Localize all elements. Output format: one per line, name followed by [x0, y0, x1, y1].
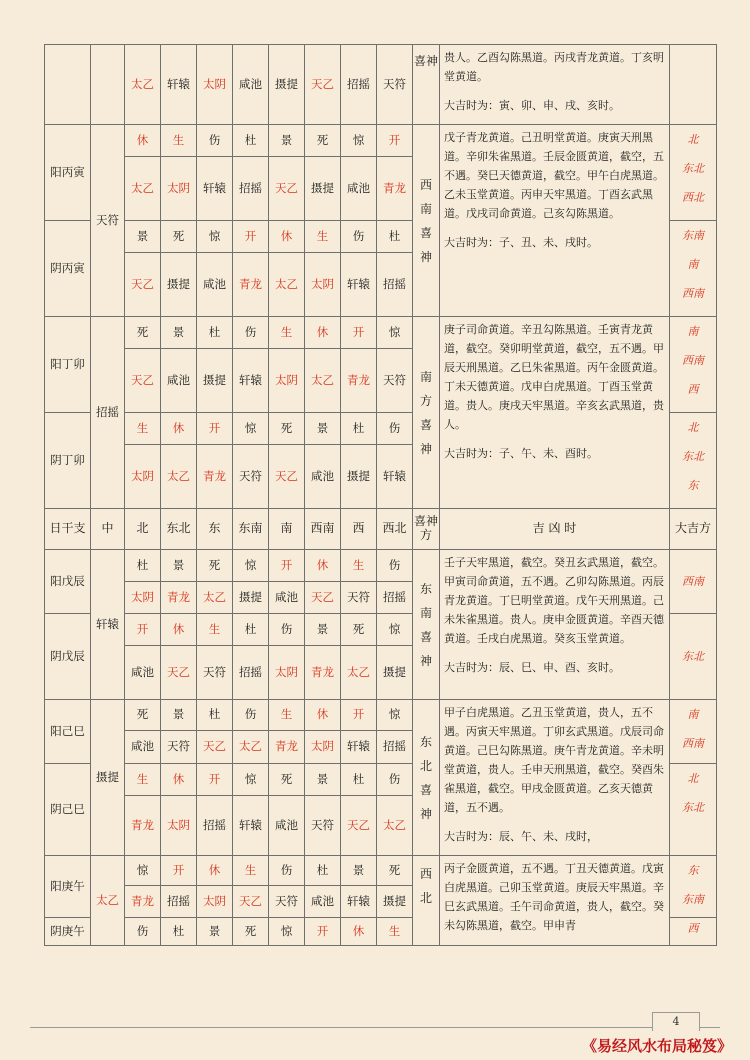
table-cell: 太阴 — [269, 349, 305, 413]
table-cell: 死 — [305, 125, 341, 157]
table-cell: 青龙 — [233, 253, 269, 317]
direction-label: 西南 — [682, 354, 704, 367]
table-cell: 天乙 — [233, 886, 269, 918]
table-cell: 景 — [305, 614, 341, 646]
table-cell: 开 — [197, 764, 233, 796]
table-cell: 死 — [233, 918, 269, 946]
table-cell: 太乙 — [161, 445, 197, 509]
table-cell: 休 — [161, 614, 197, 646]
column-header: 北 — [125, 509, 161, 550]
table-cell: 伤 — [269, 856, 305, 886]
table-cell: 死 — [341, 614, 377, 646]
xishen-char: 喜 — [419, 782, 432, 797]
table-cell: 杜 — [161, 918, 197, 946]
xishen-char: 北 — [419, 891, 432, 905]
direction-label: 东南 — [682, 893, 704, 906]
book-title: 《易经风水布局秘笈》 — [581, 1037, 732, 1055]
direction-label: 南 — [687, 325, 699, 338]
table-cell: 杜 — [233, 125, 269, 157]
direction-label: 东北 — [682, 450, 704, 463]
table-cell: 咸池 — [341, 157, 377, 221]
table-cell: 招摇 — [377, 582, 413, 614]
table-cell: 招摇 — [377, 731, 413, 764]
table-cell: 生 — [197, 614, 233, 646]
table-cell: 咸池 — [125, 731, 161, 764]
table-cell: 天乙 — [161, 646, 197, 700]
direction-label: 东 — [687, 479, 699, 492]
table-cell: 轩辕 — [377, 445, 413, 509]
xishen-char: 南 — [419, 605, 432, 620]
daji-hours: 大吉时为：子、午、未、酉时。 — [444, 447, 598, 460]
column-header: 西 — [341, 509, 377, 550]
table-cell: 景 — [305, 764, 341, 796]
table-cell: 杜 — [233, 614, 269, 646]
table-cell: 开 — [197, 413, 233, 445]
table-cell: 生 — [269, 700, 305, 731]
table-cell: 死 — [161, 221, 197, 253]
column-header: 东北 — [161, 509, 197, 550]
table-cell: 死 — [377, 856, 413, 886]
table-cell: 生 — [377, 918, 413, 946]
xishen-char: 神 — [419, 441, 432, 456]
table-cell: 天乙 — [269, 157, 305, 221]
daji-direction — [670, 918, 717, 946]
zhong-cell: 天符 — [91, 125, 125, 317]
table-cell: 开 — [341, 700, 377, 731]
table-cell: 招摇 — [233, 646, 269, 700]
xishen-char: 西 — [419, 867, 432, 881]
daji-direction — [670, 125, 717, 221]
xishen-char: 北 — [419, 758, 432, 773]
table-cell: 杜 — [197, 317, 233, 349]
table-cell: 伤 — [125, 918, 161, 946]
table-cell: 杜 — [197, 700, 233, 731]
xishen-cell — [413, 550, 440, 700]
xishen-char: 喜 — [419, 225, 432, 240]
table-cell: 青龙 — [125, 886, 161, 918]
table-cell: 咸池 — [161, 349, 197, 413]
daji-direction — [670, 550, 717, 614]
table-cell: 太阴 — [305, 731, 341, 764]
table-cell: 天符 — [161, 731, 197, 764]
table-cell: 死 — [125, 317, 161, 349]
column-header: 西北 — [377, 509, 413, 550]
table-cell: 招摇 — [341, 45, 377, 125]
jixiong-text: 戊子青龙黄道。己丑明堂黄道。庚寅天刑黑道。辛卯朱雀黑道。壬辰金匮黄道，截空，五不遇。癸巳天德黄道，截空。甲午白虎黑道。乙未玉堂黄道。丙申天牢黑道。丁酉玄武黑道。戊戌司命黄道。己亥勾陈黑道。 — [444, 131, 664, 220]
table-cell: 休 — [305, 317, 341, 349]
xishen-char: 南 — [419, 369, 432, 384]
zhong-cell: 招摇 — [91, 317, 125, 509]
table-cell: 天符 — [341, 582, 377, 614]
table-cell: 惊 — [233, 764, 269, 796]
jixiong-cell — [440, 856, 670, 946]
zhong-cell: 太乙 — [91, 856, 125, 946]
xishen-cell — [413, 317, 440, 509]
table-cell: 轩辕 — [161, 45, 197, 125]
direction-label: 西 — [687, 922, 699, 935]
table-cell: 太阴 — [125, 445, 161, 509]
table-cell: 天符 — [377, 349, 413, 413]
table-cell: 轩辕 — [233, 349, 269, 413]
table-cell: 咸池 — [125, 646, 161, 700]
table-cell: 青龙 — [377, 157, 413, 221]
daji-hours: 大吉时为：辰、午、未、戌时， — [444, 830, 598, 843]
column-header: 大吉方 — [670, 509, 717, 550]
table-cell: 太阴 — [125, 582, 161, 614]
zhong-cell: 摄提 — [91, 700, 125, 856]
table-cell: 太阴 — [269, 646, 305, 700]
table-cell: 惊 — [233, 413, 269, 445]
table-cell: 天乙 — [269, 445, 305, 509]
xishen-cell — [413, 856, 440, 946]
table-cell: 青龙 — [269, 731, 305, 764]
table-cell: 咸池 — [269, 796, 305, 856]
table-cell: 生 — [341, 550, 377, 582]
footer-rule — [30, 1027, 720, 1028]
xishen-char: 方 — [419, 393, 432, 408]
table-cell: 伤 — [377, 764, 413, 796]
table-cell: 咸池 — [305, 445, 341, 509]
column-header: 东南 — [233, 509, 269, 550]
table-cell: 惊 — [377, 700, 413, 731]
table-cell: 摄提 — [341, 445, 377, 509]
table-cell: 惊 — [377, 317, 413, 349]
table-cell: 太阴 — [197, 45, 233, 125]
column-header: 南 — [269, 509, 305, 550]
daji-direction — [670, 856, 717, 918]
table-row — [45, 700, 717, 731]
table-cell: 休 — [305, 550, 341, 582]
page-number: 4 — [652, 1012, 700, 1031]
direction-label: 东 — [687, 864, 699, 877]
daji-direction — [670, 764, 717, 856]
table-cell: 死 — [125, 700, 161, 731]
table-cell: 咸池 — [305, 886, 341, 918]
table-cell: 休 — [125, 125, 161, 157]
table-cell: 轩辕 — [341, 253, 377, 317]
table-cell: 开 — [161, 856, 197, 886]
daji-direction — [670, 614, 717, 700]
table-cell: 摄提 — [197, 349, 233, 413]
table-cell: 伤 — [233, 317, 269, 349]
day-name: 阳丁卯 — [45, 317, 91, 413]
column-header: 西南 — [305, 509, 341, 550]
table-cell: 青龙 — [125, 796, 161, 856]
table-cell: 伤 — [233, 700, 269, 731]
zhong-cell: 轩辕 — [91, 550, 125, 700]
table-cell — [670, 45, 717, 125]
table-cell: 开 — [341, 317, 377, 349]
day-name: 阳戊辰 — [45, 550, 91, 614]
table-cell: 景 — [269, 125, 305, 157]
xishen-cell: 喜神 — [413, 45, 440, 125]
column-header: 中 — [91, 509, 125, 550]
table-cell: 天符 — [377, 45, 413, 125]
jixiong-cell — [440, 45, 670, 125]
jixiong-cell — [440, 317, 670, 509]
column-header: 喜神方 — [413, 509, 440, 550]
table-cell: 太乙 — [269, 253, 305, 317]
table-cell: 摄提 — [377, 886, 413, 918]
table-cell: 开 — [305, 918, 341, 946]
direction-label: 西南 — [682, 287, 704, 300]
table-cell: 休 — [197, 856, 233, 886]
table-cell: 咸池 — [233, 45, 269, 125]
table-cell: 景 — [161, 550, 197, 582]
table-cell: 招摇 — [161, 886, 197, 918]
column-header: 吉 凶 时 — [440, 509, 670, 550]
table-cell: 惊 — [233, 550, 269, 582]
table-cell: 太乙 — [125, 157, 161, 221]
jixiong-text: 甲子白虎黑道。乙丑玉堂黄道，贵人，五不遇。丙寅天牢黑道。丁卯玄武黑道。戊辰司命黄道。己巳勾陈黑道。庚午青龙黄道。辛未明堂黄道，贵人。壬申天刑黑道，截空。癸酉朱雀黑道，截空。甲戌金匮黄道。乙亥天德黄道，五不遇。 — [444, 706, 664, 814]
table-cell: 天符 — [197, 646, 233, 700]
xishen-char: 东 — [419, 734, 432, 749]
table-cell — [91, 45, 125, 125]
table-cell: 休 — [305, 700, 341, 731]
table-row — [45, 125, 717, 157]
day-name: 阳庚午 — [45, 856, 91, 918]
table-cell: 青龙 — [197, 445, 233, 509]
column-header: 日干支 — [45, 509, 91, 550]
xishen-cell — [413, 125, 440, 317]
day-name: 阴己巳 — [45, 764, 91, 856]
table-cell: 轩辕 — [197, 157, 233, 221]
direction-label: 西南 — [682, 575, 704, 588]
table-cell: 死 — [269, 764, 305, 796]
table-cell: 伤 — [197, 125, 233, 157]
table-cell: 轩辕 — [341, 731, 377, 764]
table-cell: 天乙 — [125, 253, 161, 317]
direction-label: 东南 — [682, 229, 704, 242]
table-cell: 轩辕 — [341, 886, 377, 918]
jixiong-text: 贵人。乙酉勾陈黑道。丙戌青龙黄道。丁亥明堂黄道。 — [444, 51, 664, 83]
jixiong-text: 丙子金匮黄道，五不遇。丁丑天德黄道。戊寅白虎黑道。己卯玉堂黄道。庚辰天牢黑道。辛巳玄武黑道。壬午司命黄道，贵人，截空。癸未勾陈黑道，截空。甲申青 — [444, 862, 664, 932]
day-name: 阴庚午 — [45, 918, 91, 946]
table-cell: 生 — [305, 221, 341, 253]
direction-label: 西北 — [682, 191, 704, 204]
table-row — [45, 317, 717, 349]
jixiong-text: 壬子天牢黑道，截空。癸丑玄武黑道，截空。甲寅司命黄道，五不遇。乙卯勾陈黑道。丙辰青龙黄道。丁巳明堂黄道。戊午天刑黑道。己未朱雀黑道。贵人。庚申金匮黄道。辛酉天德黄道。壬戌白虎黑道。癸亥玉堂黄道。 — [444, 556, 664, 645]
table-cell: 生 — [125, 764, 161, 796]
table-bottom — [44, 508, 717, 946]
table-cell: 景 — [341, 856, 377, 886]
table-cell: 天符 — [269, 886, 305, 918]
table-cell: 招摇 — [377, 253, 413, 317]
xishen-char: 神 — [419, 249, 432, 264]
table-cell: 太阴 — [161, 796, 197, 856]
jixiong-cell — [440, 700, 670, 856]
table-cell: 青龙 — [305, 646, 341, 700]
table-cell: 青龙 — [341, 349, 377, 413]
table-cell: 咸池 — [197, 253, 233, 317]
table-cell: 太阴 — [161, 157, 197, 221]
table-cell: 天符 — [305, 796, 341, 856]
table-cell: 太乙 — [125, 45, 161, 125]
day-name: 阴丙寅 — [45, 221, 91, 317]
xishen-char: 神 — [419, 806, 432, 821]
table-cell: 伤 — [341, 221, 377, 253]
table-cell: 生 — [161, 125, 197, 157]
table-cell: 杜 — [341, 764, 377, 796]
table-row — [45, 550, 717, 582]
jixiong-cell — [440, 125, 670, 317]
table-cell: 太乙 — [305, 349, 341, 413]
table-cell: 休 — [161, 764, 197, 796]
direction-label: 东北 — [682, 650, 704, 663]
table-cell: 景 — [125, 221, 161, 253]
table-cell: 休 — [341, 918, 377, 946]
xishen-char: 神 — [419, 653, 432, 668]
table-cell: 开 — [269, 550, 305, 582]
table-row — [45, 856, 717, 886]
direction-label: 南 — [687, 258, 699, 271]
table-row — [45, 45, 717, 125]
table-cell: 惊 — [377, 614, 413, 646]
direction-label: 南 — [687, 708, 699, 721]
table-cell: 太乙 — [377, 796, 413, 856]
table-cell: 惊 — [197, 221, 233, 253]
daji-hours: 大吉时为：辰、巳、申、酉、亥时。 — [444, 661, 620, 674]
table-cell: 生 — [269, 317, 305, 349]
table-cell: 天乙 — [305, 582, 341, 614]
table-cell: 摄提 — [233, 582, 269, 614]
table-cell: 轩辕 — [233, 796, 269, 856]
direction-label: 东北 — [682, 162, 704, 175]
table-cell: 生 — [233, 856, 269, 886]
table-cell: 杜 — [377, 221, 413, 253]
xishen-char: 喜 — [419, 417, 432, 432]
table-cell: 景 — [305, 413, 341, 445]
table-cell: 惊 — [341, 125, 377, 157]
xishen-char: 西 — [419, 177, 432, 192]
day-name: 阴丁卯 — [45, 413, 91, 509]
table-cell: 天乙 — [305, 45, 341, 125]
daji-direction — [670, 700, 717, 764]
table-cell: 杜 — [305, 856, 341, 886]
table-cell: 太阴 — [197, 886, 233, 918]
table-cell: 太乙 — [233, 731, 269, 764]
xishen-char: 南 — [419, 201, 432, 216]
daji-direction — [670, 317, 717, 413]
xishen-char: 喜 — [419, 629, 432, 644]
direction-label: 北 — [687, 772, 699, 785]
daji-direction — [670, 221, 717, 317]
table-cell: 生 — [125, 413, 161, 445]
table-cell: 开 — [125, 614, 161, 646]
table-cell: 杜 — [341, 413, 377, 445]
daji-hours: 大吉时为：子、丑、未、戌时。 — [444, 236, 598, 249]
table-cell: 死 — [269, 413, 305, 445]
table-cell: 天符 — [233, 445, 269, 509]
table-cell: 惊 — [269, 918, 305, 946]
daji-hours: 大吉时为：寅、卯、申、戌、亥时。 — [444, 99, 620, 112]
direction-label: 北 — [687, 421, 699, 434]
table-cell: 摄提 — [269, 45, 305, 125]
table-header-row — [45, 509, 717, 550]
day-name: 阳丙寅 — [45, 125, 91, 221]
jixiong-text: 庚子司命黄道。辛丑勾陈黑道。壬寅青龙黄道，截空。癸卯明堂黄道，截空，五不遇。甲辰天刑黑道。乙巳朱雀黑道。丙午金匮黄道。丁未天德黄道。戊申白虎黑道。丁酉玉堂黄道。贵人。庚戌天牢黑道。辛亥玄武黑道，贵人。 — [444, 323, 664, 431]
column-header: 东 — [197, 509, 233, 550]
table-cell: 开 — [233, 221, 269, 253]
table-cell: 咸池 — [269, 582, 305, 614]
table-cell — [45, 45, 91, 125]
jixiong-cell — [440, 550, 670, 700]
table-cell: 太乙 — [197, 582, 233, 614]
table-cell: 伤 — [377, 550, 413, 582]
direction-label: 东北 — [682, 801, 704, 814]
table-cell: 惊 — [125, 856, 161, 886]
table-cell: 杜 — [125, 550, 161, 582]
table-cell: 死 — [197, 550, 233, 582]
table-cell: 天乙 — [125, 349, 161, 413]
xishen-cell — [413, 700, 440, 856]
table-cell: 太乙 — [341, 646, 377, 700]
table-cell: 天乙 — [197, 731, 233, 764]
direction-label: 西 — [687, 383, 699, 396]
table-cell: 摄提 — [161, 253, 197, 317]
table-cell: 开 — [377, 125, 413, 157]
direction-label: 西南 — [682, 737, 704, 750]
table-cell: 景 — [161, 700, 197, 731]
day-name: 阴戊辰 — [45, 614, 91, 700]
table-cell: 招摇 — [197, 796, 233, 856]
table-cell: 休 — [269, 221, 305, 253]
table-cell: 青龙 — [161, 582, 197, 614]
table-cell: 休 — [161, 413, 197, 445]
table-cell: 天乙 — [341, 796, 377, 856]
daji-direction — [670, 413, 717, 509]
table-cell: 伤 — [269, 614, 305, 646]
table-cell: 伤 — [377, 413, 413, 445]
direction-label: 北 — [687, 133, 699, 146]
table-cell: 太阴 — [305, 253, 341, 317]
table-cell: 招摇 — [233, 157, 269, 221]
table-top — [44, 44, 717, 509]
xishen-char: 东 — [419, 581, 432, 596]
table-cell: 景 — [197, 918, 233, 946]
table-cell: 摄提 — [377, 646, 413, 700]
table-cell: 景 — [161, 317, 197, 349]
table-cell: 摄提 — [305, 157, 341, 221]
day-name: 阳己巳 — [45, 700, 91, 764]
